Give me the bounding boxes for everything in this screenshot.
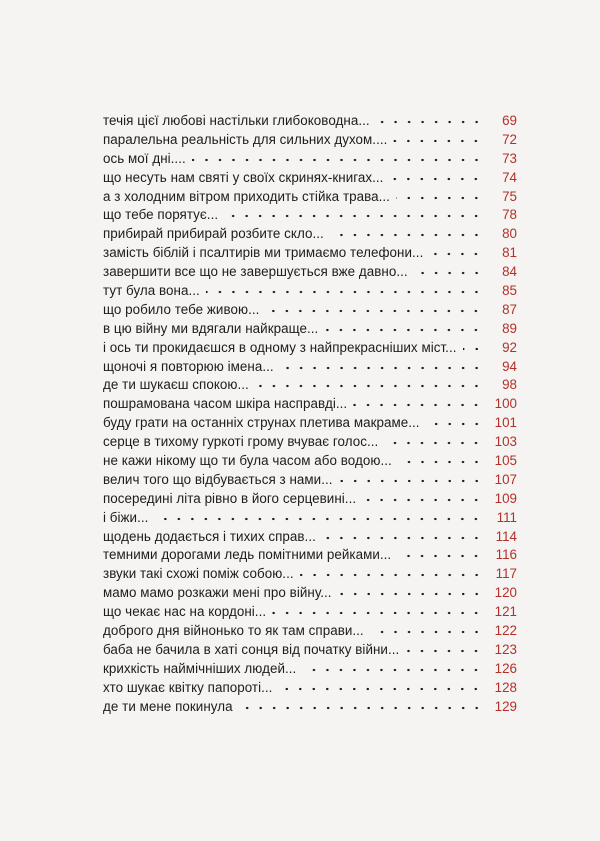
toc-entry <box>103 452 517 471</box>
dot-leader <box>239 701 483 711</box>
toc-entry <box>103 150 517 169</box>
toc-entry-page-number: 123 <box>494 641 517 657</box>
toc-entry-page-number: 111 <box>496 509 517 525</box>
toc-entry-page-number: 105 <box>494 453 517 469</box>
toc-entry-page-number: 117 <box>495 566 517 582</box>
dot-leader <box>397 549 483 559</box>
dot-leader <box>353 398 483 408</box>
toc-entry-title: буду грати на останніх струнах плетива макраме... <box>103 415 420 431</box>
toc-entry-page-number: 72 <box>502 131 517 147</box>
toc-entry <box>103 225 517 244</box>
toc-entry <box>103 244 517 263</box>
toc-entry-title: ось мої дні.... <box>103 150 186 166</box>
dot-leader <box>370 625 483 635</box>
toc-entry-title: де ти мене покинула <box>103 698 233 714</box>
toc-entry-title: течія цієї любові настільки глибоководна... <box>103 113 370 128</box>
dot-leader <box>426 417 483 427</box>
dot-leader <box>362 493 483 503</box>
toc-entry-page-number: 78 <box>502 207 517 223</box>
toc-entry-page-number: 101 <box>494 415 517 431</box>
toc-entry-page-number: 128 <box>494 679 517 695</box>
toc-entry <box>103 471 517 490</box>
toc-entry-title: посередині літа рівно в його серцевині... <box>103 490 357 506</box>
dot-leader <box>398 455 483 465</box>
toc-entry <box>103 414 517 433</box>
toc-entry-page-number: 100 <box>494 396 517 412</box>
toc-entry <box>103 358 517 377</box>
toc-entry-title: темними дорогами ледь помітними рейками... <box>103 547 392 563</box>
dot-leader <box>338 587 483 597</box>
toc-entry <box>103 565 517 584</box>
dot-leader <box>330 228 483 238</box>
toc-entry-title: завершити все що не завершується вже давно... <box>103 264 408 280</box>
toc-entry-page-number: 87 <box>502 301 517 317</box>
toc-entry <box>103 112 517 131</box>
dot-leader <box>405 644 483 654</box>
toc-entry-title: не кажи нікому що ти була часом або водою... <box>103 453 392 469</box>
toc-entry-page-number: 84 <box>502 264 517 280</box>
toc-entry <box>103 320 517 339</box>
toc-entry-title: замість біблій і псалтирів ми тримаємо телефони... <box>103 245 424 261</box>
toc-entry-page-number: 80 <box>502 226 517 242</box>
toc-entry-title: тут була вона... <box>103 283 200 299</box>
dot-leader <box>300 568 483 578</box>
dot-leader <box>302 663 483 673</box>
dot-leader <box>393 134 483 144</box>
toc-entry-title: щоночі я повторюю імена... <box>103 358 274 374</box>
dot-leader <box>396 191 483 201</box>
toc-entry <box>103 660 517 679</box>
toc-entry-title: а з холодним вітром приходить стійка трава... <box>103 188 390 204</box>
toc-entry-title: звуки такі схожі поміж собою... <box>103 566 294 582</box>
toc-entry <box>103 679 517 698</box>
toc-entry-page-number: 116 <box>495 547 517 563</box>
toc-entry-page-number: 85 <box>502 283 517 299</box>
dot-leader <box>272 606 483 616</box>
toc-entry-title: баба не бачила в хаті сонця від початку війни... <box>103 641 400 657</box>
toc-entry-page-number: 103 <box>494 434 517 450</box>
dot-leader <box>265 304 483 314</box>
dot-leader <box>192 153 483 163</box>
toc-entry <box>103 282 517 301</box>
toc-entry-title: де ти шукаєш спокою... <box>103 377 249 393</box>
toc-entry <box>103 188 517 207</box>
toc-entry <box>103 169 517 188</box>
toc-entry <box>103 395 517 414</box>
dot-leader <box>278 682 483 692</box>
toc-entry <box>103 263 517 282</box>
toc-entry <box>103 301 517 320</box>
toc-entry-title: хто шукає квітку папороті... <box>103 679 273 695</box>
toc-entry-title: в цю війну ми вдягали найкраще... <box>103 320 319 336</box>
toc-entry-title: що тебе порятує... <box>103 207 219 223</box>
toc-entry <box>103 433 517 452</box>
dot-leader <box>414 266 483 276</box>
toc-entry-title: що чекає нас на кордоні... <box>103 604 267 620</box>
toc-entry-title: і ось ти прокидаєшся в одному з найпрекрасніших міст... <box>103 339 457 355</box>
dot-leader <box>376 115 483 125</box>
dot-leader <box>154 512 483 522</box>
toc-entry-page-number: 126 <box>494 660 517 676</box>
dot-leader <box>339 474 483 484</box>
toc-entry-title: пошрамована часом шкіра насправді... <box>103 396 348 412</box>
toc-entry-title: щодень додається і тихих справ... <box>103 528 316 544</box>
toc-entry-title: паралельна реальність для сильних духом.... <box>103 131 388 147</box>
dot-leader <box>389 172 483 182</box>
toc-entry-page-number: 81 <box>502 245 517 261</box>
toc-entry-title: що несуть нам святі у своїх скринях-книгах... <box>103 169 384 185</box>
toc-entry <box>103 641 517 660</box>
dot-leader <box>463 342 484 352</box>
toc-entry-page-number: 114 <box>495 528 517 544</box>
toc-entry-page-number: 89 <box>502 320 517 336</box>
toc-entry <box>103 622 517 641</box>
toc-entry-page-number: 74 <box>502 169 517 185</box>
toc-entry-title: крихкість наймічніших людей... <box>103 660 297 676</box>
table-of-contents <box>103 112 517 717</box>
toc-entry-title: велич того що відбувається з нами... <box>103 471 333 487</box>
toc-entry <box>103 131 517 150</box>
toc-entry-title: доброго дня війнонько то як там справи... <box>103 623 364 639</box>
toc-entry <box>103 546 517 565</box>
toc-entry-page-number: 107 <box>494 471 517 487</box>
dot-leader <box>322 531 483 541</box>
toc-entry <box>103 339 517 358</box>
dot-leader <box>224 209 483 219</box>
toc-entry <box>103 490 517 509</box>
toc-entry <box>103 584 517 603</box>
dot-leader <box>429 247 483 257</box>
dot-leader <box>206 285 483 295</box>
dot-leader <box>255 379 483 389</box>
toc-entry-page-number: 92 <box>502 339 517 355</box>
dot-leader <box>280 361 483 371</box>
toc-entry-page-number: 94 <box>502 358 517 374</box>
dot-leader <box>324 323 483 333</box>
toc-entry <box>103 206 517 225</box>
toc-entry-title: серце в тихому гуркоті грому вчуває голос... <box>103 434 379 450</box>
toc-entry-title: що робило тебе живою... <box>103 301 260 317</box>
toc-entry <box>103 509 517 528</box>
toc-entry-page-number: 109 <box>494 490 517 506</box>
toc-entry-page-number: 121 <box>494 604 517 620</box>
toc-entry-page-number: 69 <box>502 113 517 128</box>
toc-entry-page-number: 129 <box>494 698 517 714</box>
toc-entry-page-number: 122 <box>494 623 517 639</box>
toc-entry-page-number: 120 <box>494 585 517 601</box>
toc-entry-page-number: 73 <box>502 150 517 166</box>
toc-entry-title: і біжи... <box>103 509 149 525</box>
toc-entry-page-number: 75 <box>502 188 517 204</box>
toc-entry-page-number: 98 <box>502 377 517 393</box>
toc-entry <box>103 528 517 547</box>
toc-entry-title: прибирай прибирай розбите скло... <box>103 226 324 242</box>
dot-leader <box>384 436 483 446</box>
toc-entry <box>103 603 517 622</box>
toc-entry-title: мамо мамо розкажи мені про війну... <box>103 585 332 601</box>
toc-entry <box>103 376 517 395</box>
toc-entry <box>103 698 517 717</box>
